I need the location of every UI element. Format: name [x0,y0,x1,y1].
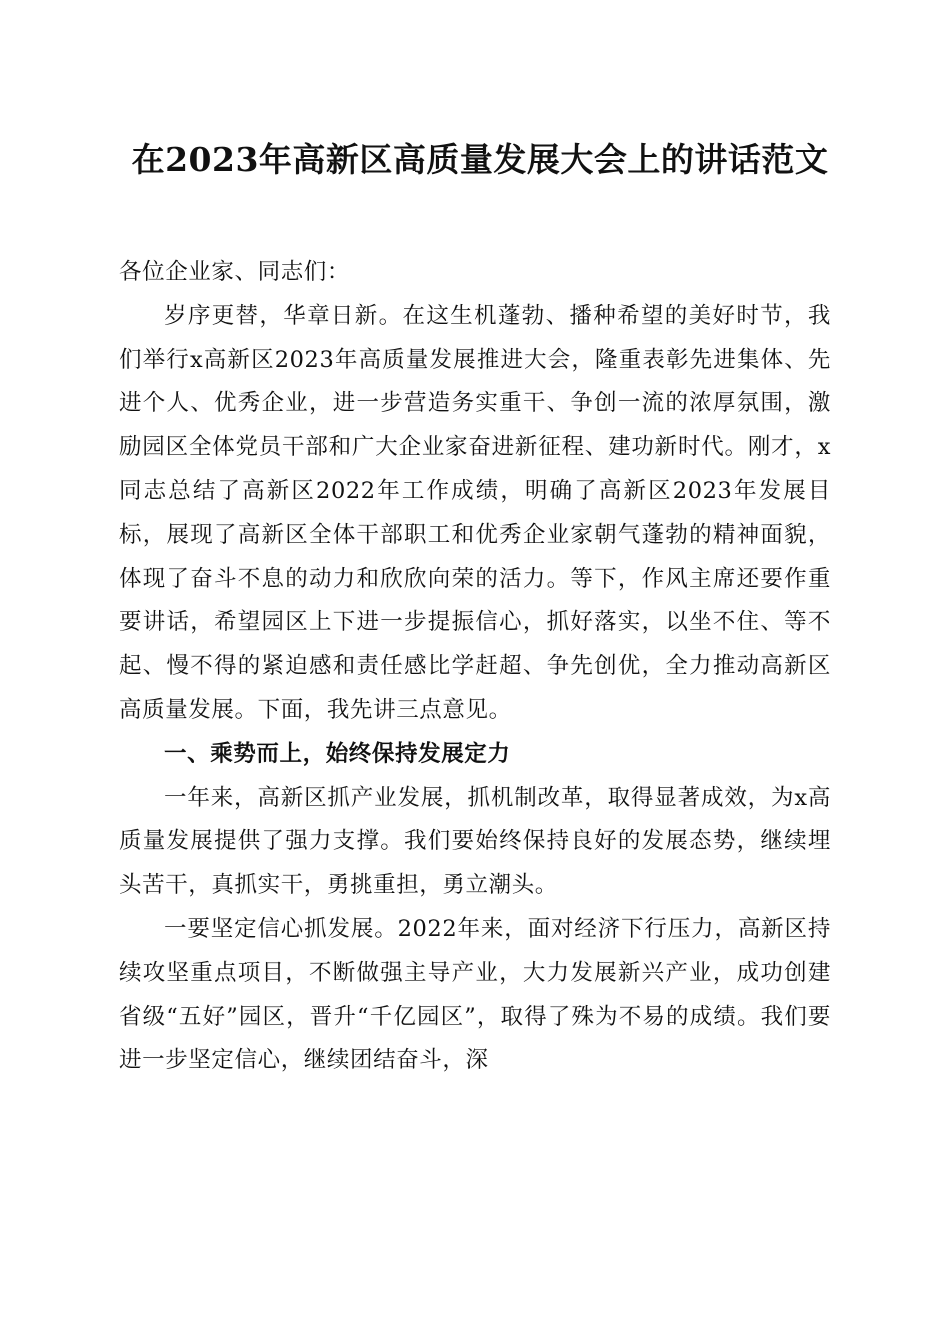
section1-paragraph-1: 一年来，高新区抓产业发展，抓机制改革，取得显著成效，为x高质量发展提供了强力支撑。我们要始终保持良好的发展态势，继续埋头苦干，真抓实干，勇挑重担，勇立潮头。 [119,784,831,899]
salutation: 各位企业家、同志们： [119,259,351,285]
section-heading-1: 一、乘势而上，始终保持发展定力 [164,740,511,767]
intro-paragraph: 岁序更替，华章日新。在这生机蓬勃、播种希望的美好时节，我们举行x高新区2023年高质量发展推进大会，隆重表彰先进集体、先进个人、优秀企业，进一步营造务实重干、争创一流的浓厚氛围，激励园区全体党员干部和广大企业家奋进新征程、建功新时代。刚才，x同志总结了高新区2022年工作成绩，明确了高新区2023年发展目标，展现了高新区全体干部职工和优秀企业家朝气蓬勃的精神面貌，体现了奋斗不息的动力和欣欣向荣的活力。等下，作风主席还要作重要讲话，希望园区上下进一步提振信心，抓好落实，以坐不住、等不起、慢不得的紧迫感和责任感比学赶超、争先创优，全力推动高新区高质量发展。下面，我先讲三点意见。 [119,302,831,723]
document-title: 在2023年高新区高质量发展大会上的讲话范文 [131,140,829,179]
document-body [119,251,831,1083]
section1-paragraph-2: 一要坚定信心抓发展。2022年来，面对经济下行压力，高新区持续攻坚重点项目，不断做强主导产业，大力发展新兴产业，成功创建省级“五好”园区，晋升“千亿园区”，取得了殊为不易的成绩。我们要进一步坚定信心，继续团结奋斗，深 [119,915,831,1074]
